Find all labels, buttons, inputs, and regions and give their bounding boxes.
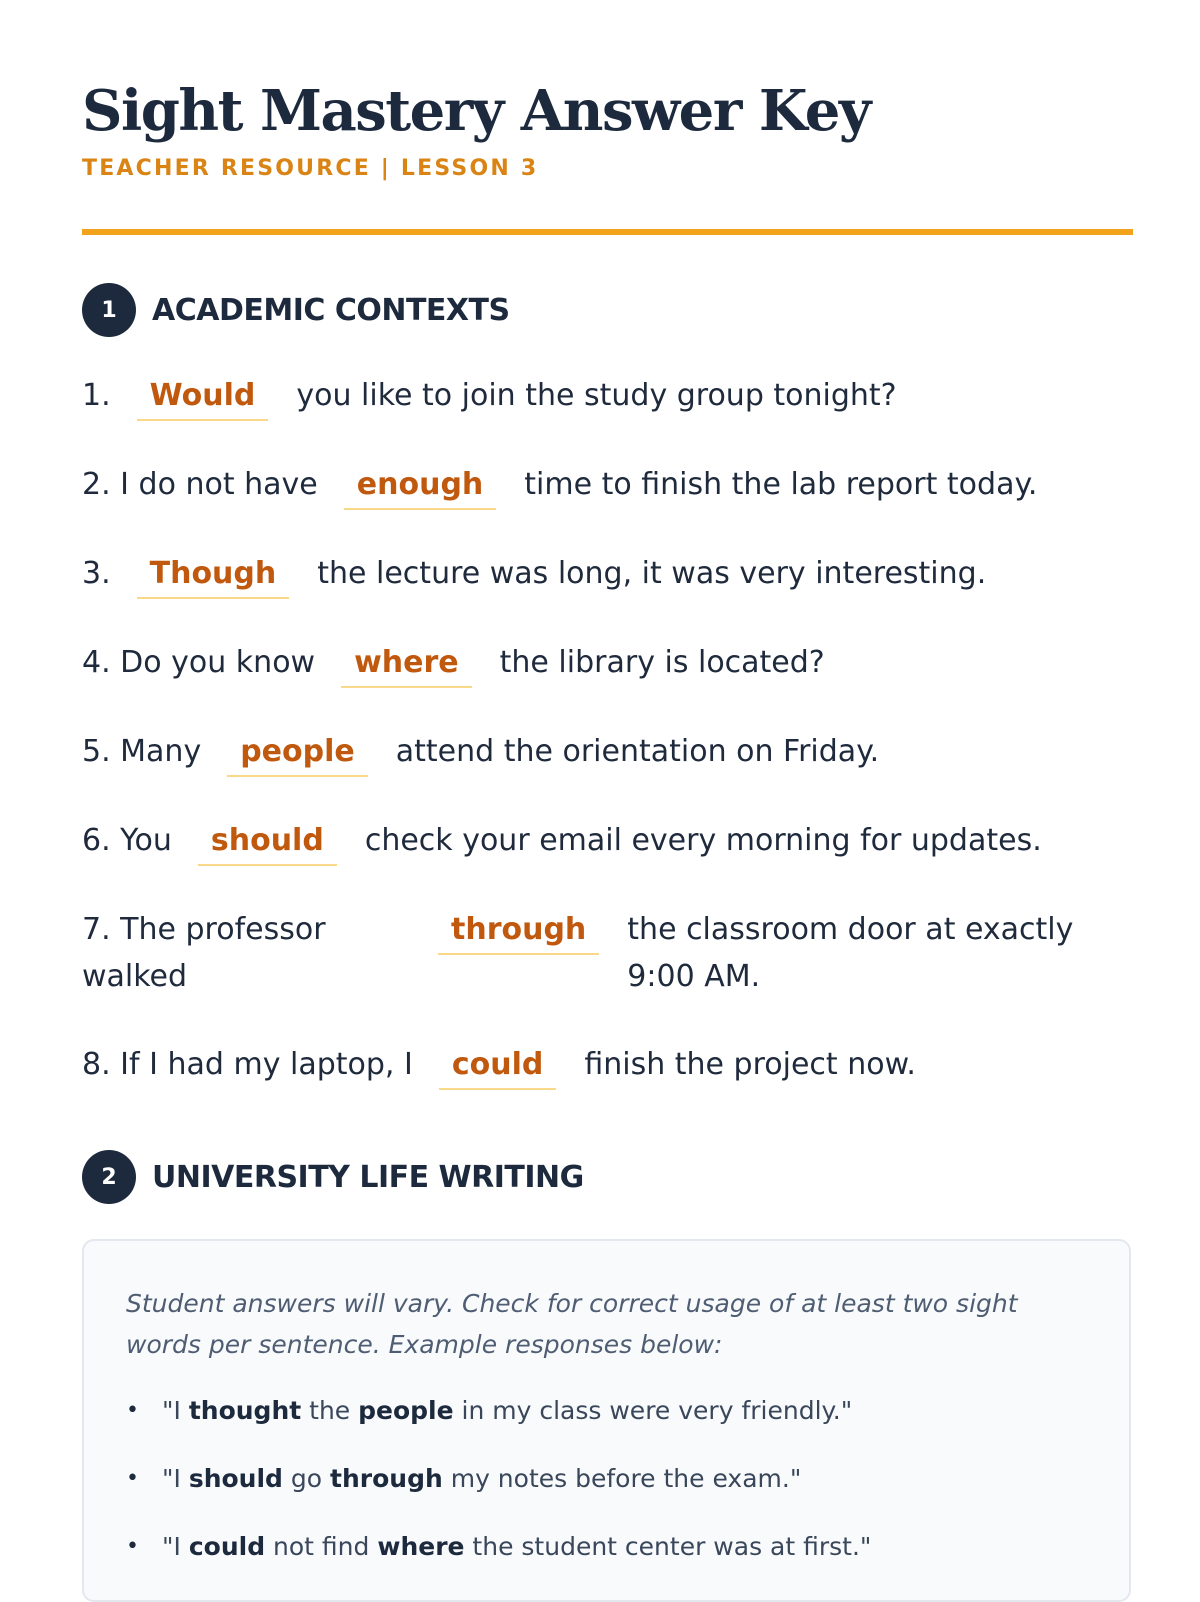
- question-6: [82, 817, 1042, 866]
- grading-note: Student answers will vary. Check for correct usage of at least two sight words per sentence. Example responses below:: [126, 1289, 1018, 1359]
- answer-word: people: [227, 728, 368, 777]
- example-sentence: "I should go through my notes before the exam.": [162, 1464, 802, 1493]
- sight-word: could: [188, 1532, 266, 1561]
- section-title: ACADEMIC CONTEXTS: [152, 292, 510, 328]
- sight-word: thought: [188, 1396, 302, 1425]
- section-2-header: [82, 1150, 584, 1204]
- question-1: [82, 372, 897, 421]
- answer-word: could: [439, 1041, 557, 1090]
- answer-word: enough: [344, 461, 497, 510]
- question-2: [82, 461, 1037, 510]
- question-prefix: 8. If I had my laptop, I: [82, 1047, 413, 1082]
- question-suffix: the classroom door at exactly 9:00 AM.: [627, 912, 1074, 994]
- question-8: [82, 1041, 916, 1090]
- sight-word: people: [358, 1396, 454, 1425]
- question-3: [82, 550, 986, 599]
- question-prefix: 2. I do not have: [82, 467, 318, 502]
- list-item: [126, 1459, 1086, 1527]
- page-title: Sight Mastery Answer Key: [82, 78, 870, 144]
- question-prefix: 3.: [82, 556, 111, 591]
- section-title: UNIVERSITY LIFE WRITING: [152, 1159, 584, 1195]
- example-sentence: "I thought the people in my class were very friendly.": [162, 1396, 853, 1425]
- bullet-icon: •: [126, 1534, 139, 1559]
- section-1-header: [82, 283, 510, 337]
- list-item: [126, 1527, 1086, 1595]
- question-prefix: 4. Do you know: [82, 645, 316, 680]
- answer-word: where: [341, 639, 472, 688]
- question-prefix: 6. You: [82, 823, 172, 858]
- question-suffix: finish the project now.: [584, 1047, 916, 1082]
- bullet-icon: •: [126, 1398, 139, 1423]
- sight-word: where: [377, 1532, 465, 1561]
- question-prefix: 1.: [82, 378, 111, 413]
- answer-word: Would: [137, 372, 269, 421]
- answer-word: should: [198, 817, 337, 866]
- sight-word: through: [330, 1464, 443, 1493]
- section-number-badge: 1: [82, 283, 136, 337]
- sight-word: should: [188, 1464, 283, 1493]
- question-suffix: the lecture was long, it was very interesting.: [317, 556, 987, 591]
- question-5: [82, 728, 879, 777]
- list-item: [126, 1391, 1086, 1459]
- header-divider: [82, 229, 1133, 235]
- answer-word: through: [438, 906, 599, 955]
- example-sentence: "I could not find where the student center was at first.": [162, 1532, 872, 1561]
- question-suffix: check your email every morning for updates.: [364, 823, 1042, 858]
- answer-word: Though: [137, 550, 290, 599]
- question-prefix: 5. Many: [82, 734, 202, 769]
- page-subtitle: TEACHER RESOURCE | LESSON 3: [82, 156, 539, 181]
- question-suffix: time to finish the lab report today.: [524, 467, 1038, 502]
- question-suffix: you like to join the study group tonight?: [296, 378, 897, 413]
- question-4: [82, 639, 825, 688]
- example-responses-list: [126, 1391, 1086, 1595]
- section-number-badge: 2: [82, 1150, 136, 1204]
- question-suffix: the library is located?: [499, 645, 825, 680]
- question-suffix: attend the orientation on Friday.: [395, 734, 880, 769]
- bullet-icon: •: [126, 1466, 139, 1491]
- question-7: [82, 906, 1107, 1000]
- question-prefix: 7. The professor walked: [82, 912, 326, 994]
- writing-answer-box: [82, 1239, 1131, 1602]
